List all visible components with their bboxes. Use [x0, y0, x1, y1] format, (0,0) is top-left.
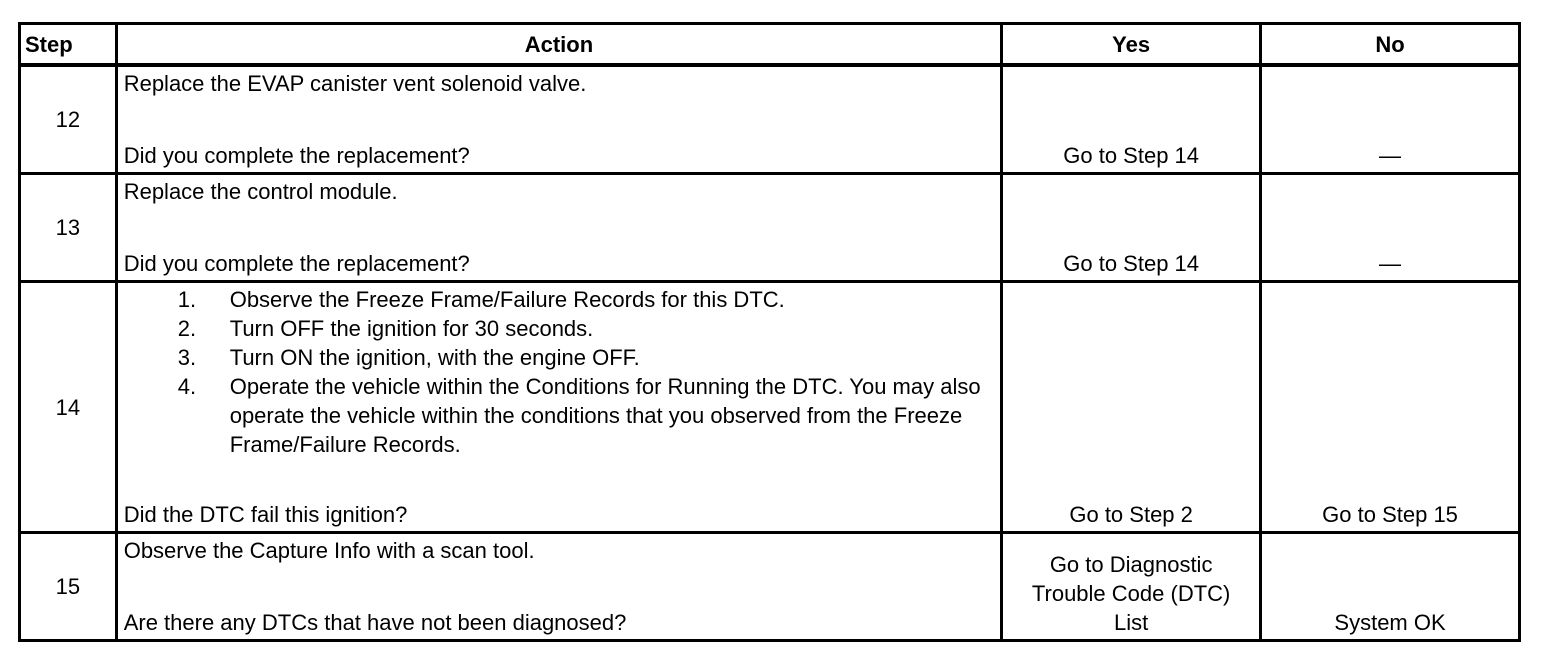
no-answer: — — [1261, 174, 1520, 282]
substep-item — [124, 285, 994, 314]
substep-number: 3. — [177, 345, 197, 370]
header-action: Action — [116, 24, 1001, 66]
action-substeps — [124, 285, 994, 459]
step-number: 15 — [20, 533, 117, 641]
yes-answer-line: List — [1114, 610, 1149, 635]
action-cell — [116, 282, 1001, 533]
substep-item — [124, 314, 994, 343]
substep-list — [124, 285, 994, 459]
yes-answer: Go to Step 14 — [1002, 65, 1261, 174]
substep-number: 4. — [177, 374, 197, 399]
action-text: Replace the control module. — [123, 179, 398, 204]
yes-answer: Go to Step 2 — [1002, 282, 1261, 533]
action-question: Did you complete the replacement? — [123, 251, 470, 276]
substep-number: 2. — [177, 316, 197, 341]
action-question: Did you complete the replacement? — [123, 143, 470, 168]
action-text: Observe the Capture Info with a scan tool. — [123, 538, 535, 563]
step-number: 14 — [20, 282, 117, 533]
action-question: Are there any DTCs that have not been diagnosed? — [123, 610, 627, 635]
table-row-step-15 — [20, 533, 1520, 641]
yes-answer: Go to Step 14 — [1002, 174, 1261, 282]
substep-text: Operate the vehicle within the Conditions for Running the DTC. You may also operate the vehicle within the conditions that you observed from the Freeze Frame/Failure Records. — [229, 374, 981, 457]
yes-answer-line: Go to Diagnostic — [1049, 552, 1213, 577]
substep-text: Turn OFF the ignition for 30 seconds. — [229, 316, 594, 341]
table-row-step-14 — [20, 282, 1520, 533]
action-cell — [116, 533, 1001, 641]
no-answer: Go to Step 15 — [1261, 282, 1520, 533]
action-cell — [116, 65, 1001, 174]
table-row-step-13 — [20, 174, 1520, 282]
action-text: Replace the EVAP canister vent solenoid valve. — [123, 71, 587, 96]
no-answer: System OK — [1261, 533, 1520, 641]
substep-text: Turn ON the ignition, with the engine OFF. — [229, 345, 640, 370]
table-header-row — [20, 24, 1520, 66]
substep-number: 1. — [177, 287, 197, 312]
step-number: 13 — [20, 174, 117, 282]
substep-item — [124, 343, 994, 372]
header-no: No — [1261, 24, 1520, 66]
header-step: Step — [20, 24, 117, 66]
table-row-step-12 — [20, 65, 1520, 174]
diagnostic-table — [18, 22, 1521, 642]
yes-answer-line: Trouble Code (DTC) — [1031, 581, 1231, 606]
step-number: 12 — [20, 65, 117, 174]
yes-answer — [1002, 533, 1261, 641]
action-cell — [116, 174, 1001, 282]
substep-text: Observe the Freeze Frame/Failure Records for this DTC. — [229, 287, 785, 312]
no-answer: — — [1261, 65, 1520, 174]
header-yes: Yes — [1002, 24, 1261, 66]
substep-item — [124, 372, 994, 459]
action-question: Did the DTC fail this ignition? — [123, 502, 408, 527]
